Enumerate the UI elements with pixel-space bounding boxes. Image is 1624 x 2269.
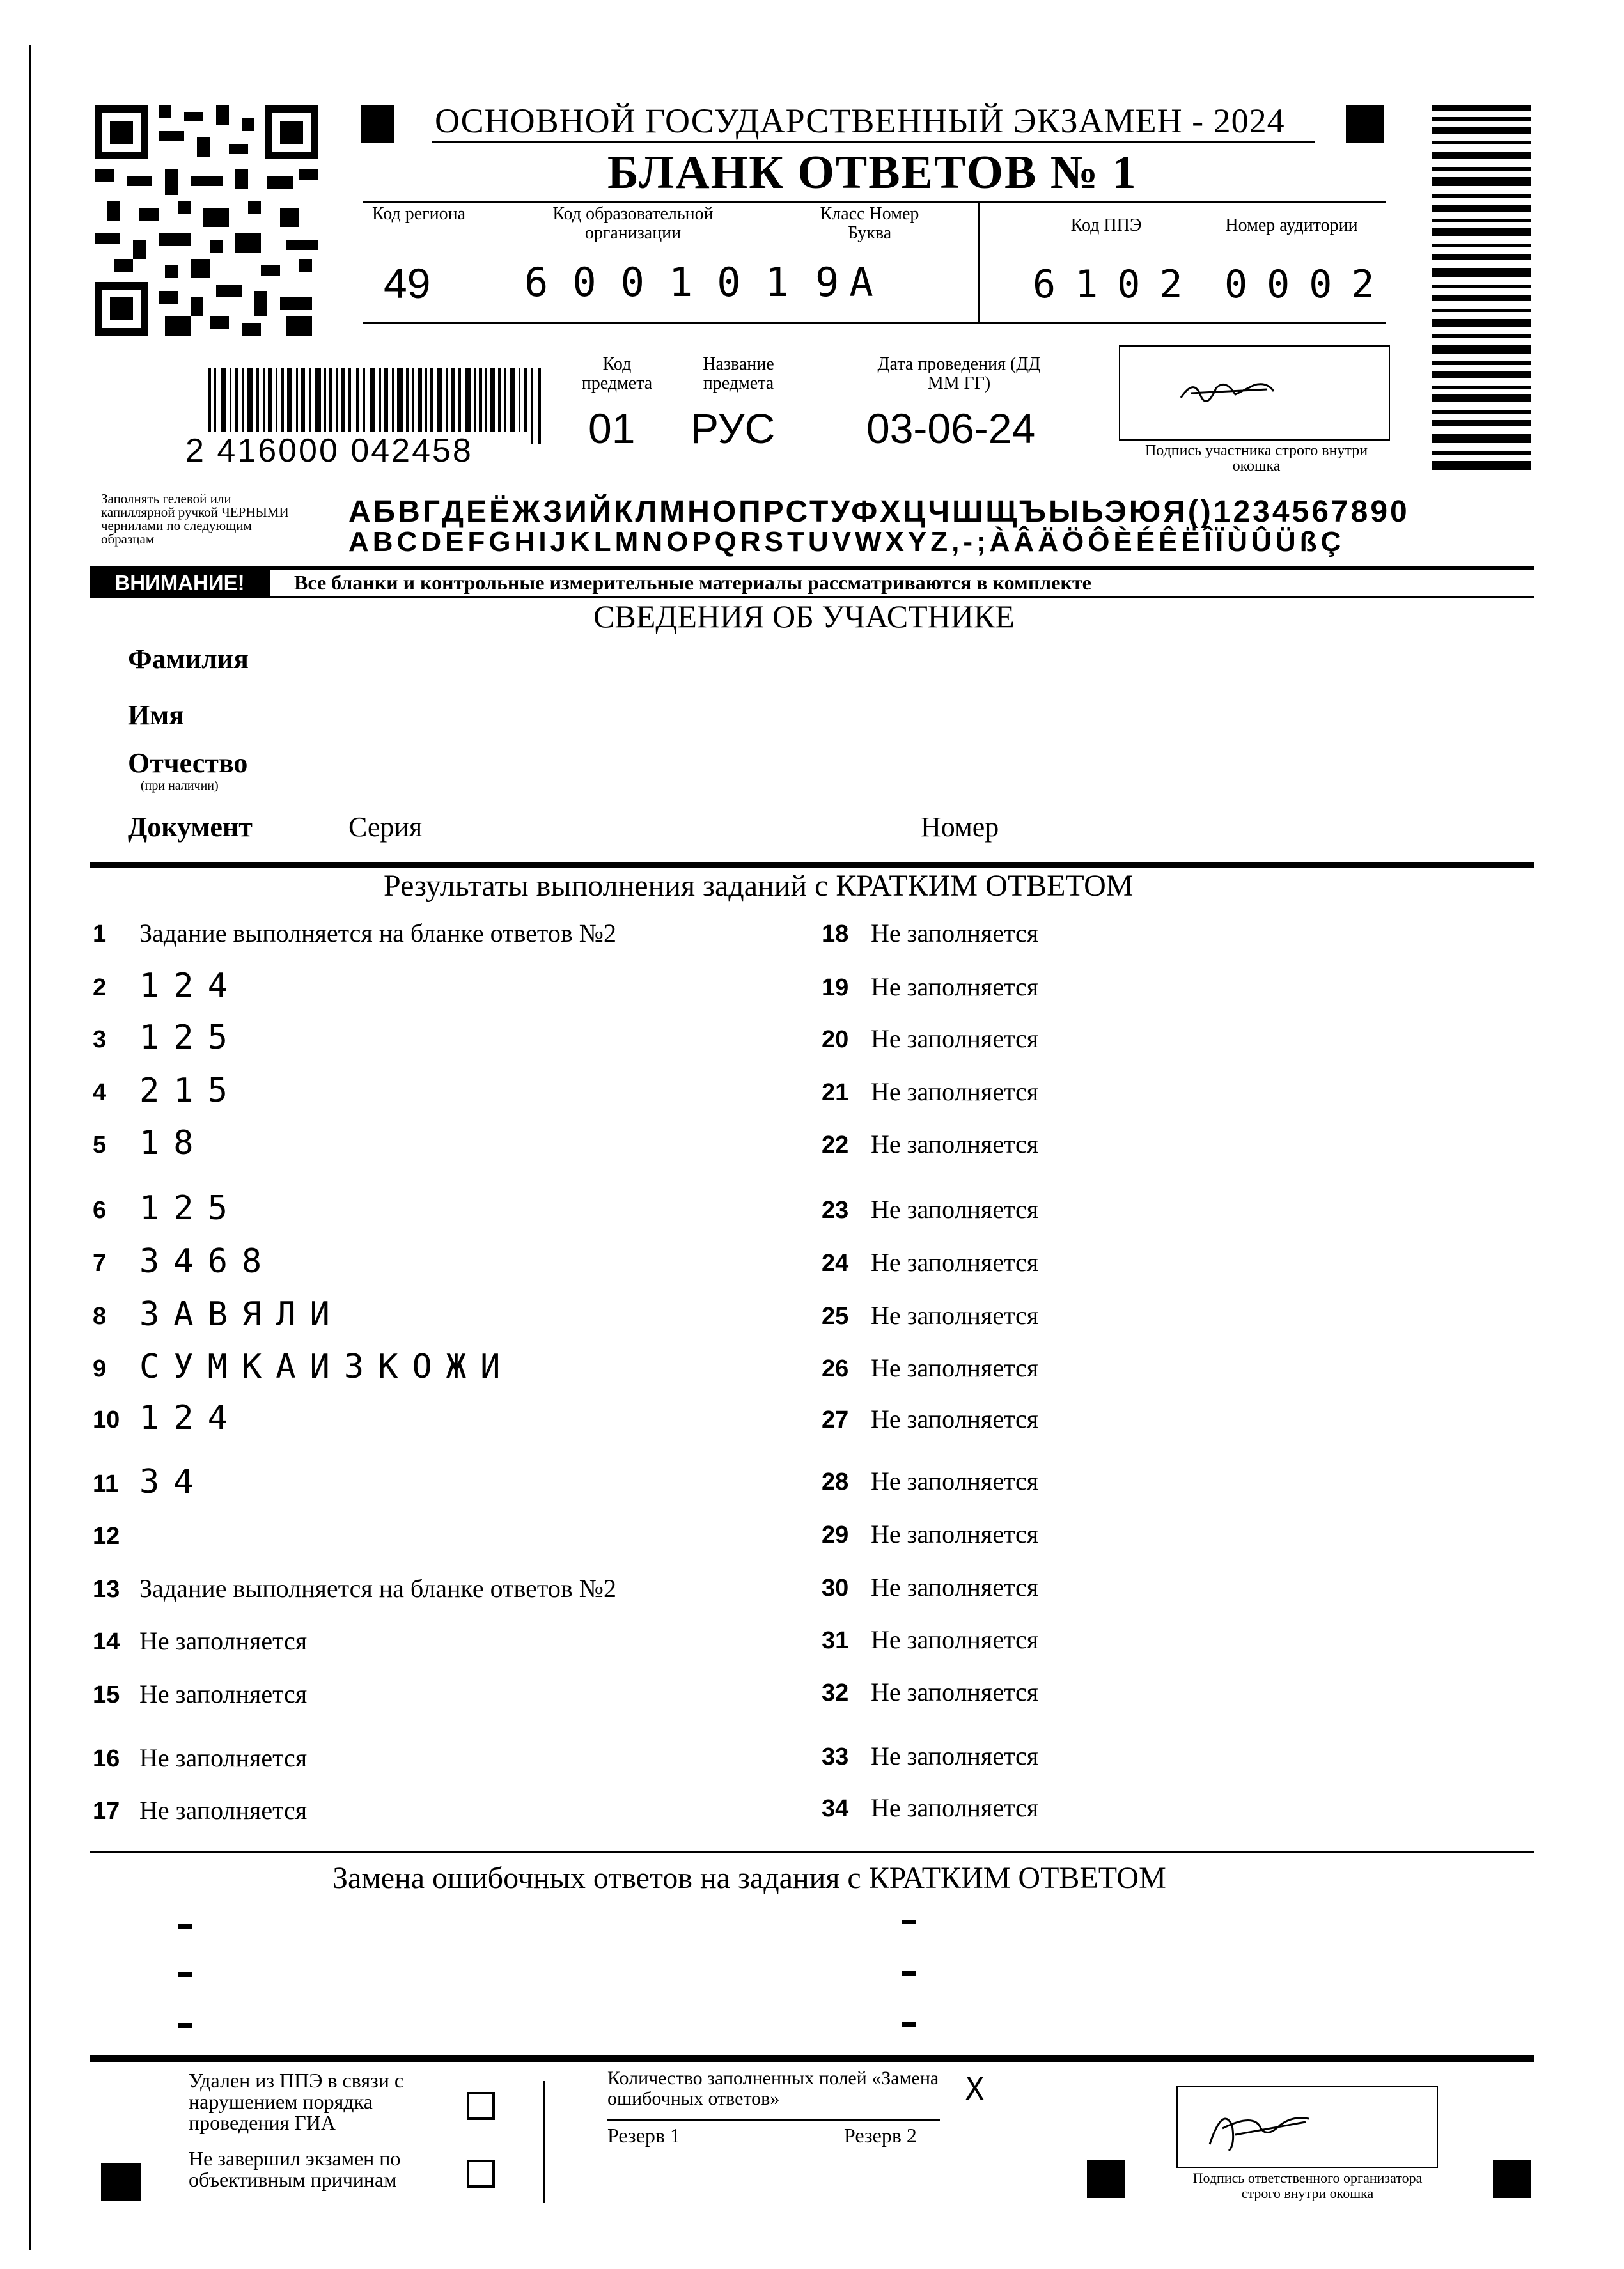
task-number: 3 [93,1026,107,1053]
reserve1: Резерв 1 [607,2124,680,2147]
task-number: 24 [822,1250,849,1277]
name-label: Имя [128,699,184,731]
task-status: Не заполняется [139,1743,308,1772]
divider [363,201,1386,203]
task-number: 22 [822,1132,849,1158]
divider [90,566,1534,570]
task-status: Не заполняется [871,972,1039,1001]
region-label: Код региона [371,204,466,224]
task-number: 11 [93,1470,119,1497]
results-title: Результаты выполнения заданий с КРАТКИМ ОТВЕТОМ [384,869,1134,903]
task-status: Не заполняется [871,1077,1039,1106]
task-number: 19 [822,974,849,1001]
replacement-field[interactable] [902,1920,916,1924]
divider [90,862,1534,868]
removed-text: Удален из ППЭ в связи с нарушением порядка проведения ГИА [189,2069,404,2134]
task-number: 7 [93,1250,107,1277]
task-status: Не заполняется [871,1353,1039,1382]
task-status: Не заполняется [871,1301,1039,1330]
not-finished-checkbox[interactable] [467,2160,495,2188]
task-status: Не заполняется [871,1793,1039,1822]
date-label: Дата проведения (ДД ММ ГГ) [877,354,1041,393]
task-number: 18 [822,921,849,947]
room-value: 0002 [1224,262,1394,307]
participant-signature-box[interactable] [1119,345,1390,441]
divider [432,141,1315,143]
registration-marker [101,2163,141,2201]
task-number: 34 [822,1795,849,1822]
participant-title: СВЕДЕНИЯ ОБ УЧАСТНИКЕ [593,598,1015,634]
registration-marker [1346,105,1384,143]
task-number: 6 [93,1197,107,1224]
task-status: Не заполняется [871,919,1039,947]
task-number: 30 [822,1575,849,1602]
answer-field[interactable]: СУМКАИЗКОЖИ [139,1348,515,1386]
answer-field[interactable]: 34 [139,1463,208,1501]
task-status: Не заполняется [871,1678,1039,1706]
task-number: 26 [822,1355,849,1382]
task-status: Не заполняется [139,1626,308,1655]
task-status: Не заполняется [139,1796,308,1825]
sample-row-latin: ABCDEFGHIJKLMNOPQRSTUVWXYZ,-;ÀÂÄÖÔÈÉÊËÎÏÙÛÜßÇ [348,526,1345,558]
answer-field[interactable]: 3468 [139,1242,276,1281]
task-status: Задание выполняется на бланке ответов №2 [139,919,616,947]
replacement-field[interactable] [902,2022,916,2027]
removed-checkbox[interactable] [467,2092,495,2120]
room-label: Номер аудитории [1225,215,1358,235]
task-number: 23 [822,1197,849,1224]
divider [543,2081,545,2203]
answer-field[interactable]: 124 [139,967,242,1005]
divider [978,201,980,324]
exam-title: ОСНОВНОЙ ГОСУДАРСТВЕННЫЙ ЭКЗАМЕН - 2024 [435,102,1285,140]
task-number: 28 [822,1469,849,1495]
number-label: Номер [921,811,999,843]
ppe-label: Код ППЭ [1070,215,1142,235]
task-number: 16 [93,1745,120,1772]
form-title: БЛАНК ОТВЕТОВ № 1 [607,146,1137,199]
subject-code-label: Код предмета [581,354,653,393]
task-number: 15 [93,1681,120,1708]
task-status: Не заполняется [871,1625,1039,1654]
task-number: 1 [93,921,107,947]
task-number: 4 [93,1079,107,1106]
task-number: 20 [822,1026,849,1053]
task-status: Не заполняется [871,1405,1039,1433]
task-number: 27 [822,1407,849,1433]
task-status: Не заполняется [871,1467,1039,1495]
replacement-title: Замена ошибочных ответов на задания с КРАТКИМ ОТВЕТОМ [332,1861,1166,1895]
subject-name-label: Название предмета [703,354,774,393]
side-barcode [1432,105,1531,470]
document-label: Документ [128,811,253,843]
divider [607,2119,940,2121]
task-number: 10 [93,1407,120,1433]
subject-code-value: 01 [588,405,636,452]
series-label: Серия [348,811,423,843]
task-number: 32 [822,1680,849,1706]
sample-instruction: Заполнять гелевой или капиллярной ручкой ЧЕРНЫМИ чернилами по следующим образцам [101,491,289,547]
sample-row-cyrillic: АБВГДЕЁЖЗИЙКЛМНОПРСТУФХЦЧШЩЪЫЬЭЮЯ()1234567890 [348,495,1410,529]
participant-signature [1178,375,1280,407]
margin-line [29,45,31,2250]
task-number: 14 [93,1628,120,1655]
signature-caption: Подпись участника строго внутри окошка [1144,442,1368,474]
not-finished-text: Не завершил экзамен по объективным причинам [189,2147,401,2191]
qr-code [95,105,318,336]
task-status: Не заполняется [871,1520,1039,1548]
count-label: Количество заполненных полей «Замена ошибочных ответов» [607,2068,939,2109]
org-value: 600101 [524,259,813,306]
divider [363,322,1386,324]
answer-field[interactable]: 215 [139,1072,242,1110]
answer-field[interactable]: 124 [139,1399,242,1437]
replacement-field[interactable] [178,1972,192,1977]
barcode-number: 2 416000 042458 [185,432,473,469]
task-number: 9 [93,1355,107,1382]
reserve2: Резерв 2 [844,2124,917,2147]
task-number: 17 [93,1798,120,1825]
registration-marker [1493,2160,1531,2198]
subject-name-value: РУС [691,405,776,452]
task-number: 5 [93,1132,107,1158]
organizer-caption: Подпись ответственного организатора строго внутри окошка [1192,2170,1423,2201]
answer-field[interactable]: 125 [139,1189,242,1228]
answer-field[interactable]: ЗАВЯЛИ [139,1295,344,1334]
count-mark: X [965,2071,995,2107]
task-number: 29 [822,1522,849,1548]
org-label: Код образовательной организации [552,204,714,243]
task-number: 21 [822,1079,849,1106]
surname-label: Фамилия [128,643,249,674]
task-number: 8 [93,1303,107,1330]
task-status: Не заполняется [871,1130,1039,1158]
region-value: 49 [384,260,431,307]
class-value: 9А [815,259,884,306]
answer-field[interactable]: 18 [139,1124,208,1162]
task-status: Не заполняется [871,1248,1039,1277]
replacement-field[interactable] [178,2023,192,2028]
task-status: Задание выполняется на бланке ответов №2 [139,1574,616,1603]
organizer-signature [1197,2100,1325,2157]
class-label: Класс Номер Буква [820,204,919,243]
task-number: 31 [822,1627,849,1654]
patronymic-note: (при наличии) [141,779,219,793]
divider [90,1851,1534,1853]
task-number: 2 [93,974,107,1001]
task-number: 13 [93,1576,120,1603]
registration-marker [361,105,394,143]
task-status: Не заполняется [871,1573,1039,1602]
ppe-value: 6102 [1033,262,1202,307]
organizer-signature-box[interactable] [1176,2086,1438,2168]
task-status: Не заполняется [871,1195,1039,1224]
task-status: Не заполняется [871,1742,1039,1770]
divider [90,2055,1534,2062]
date-value: 03-06-24 [866,405,1036,452]
answer-field[interactable]: 125 [139,1018,242,1057]
replacement-field[interactable] [902,1971,916,1976]
warning-badge: ВНИМАНИЕ! [90,570,270,596]
registration-marker [1087,2160,1125,2198]
task-number: 25 [822,1303,849,1330]
task-status: Не заполняется [871,1024,1039,1053]
task-number: 12 [93,1523,120,1550]
task-status: Не заполняется [139,1680,308,1708]
task-number: 33 [822,1743,849,1770]
replacement-field[interactable] [178,1924,192,1929]
patronymic-label: Отчество [128,747,248,779]
warning-text: Все бланки и контрольные измерительные материалы рассматриваются в комплекте [294,571,1091,594]
